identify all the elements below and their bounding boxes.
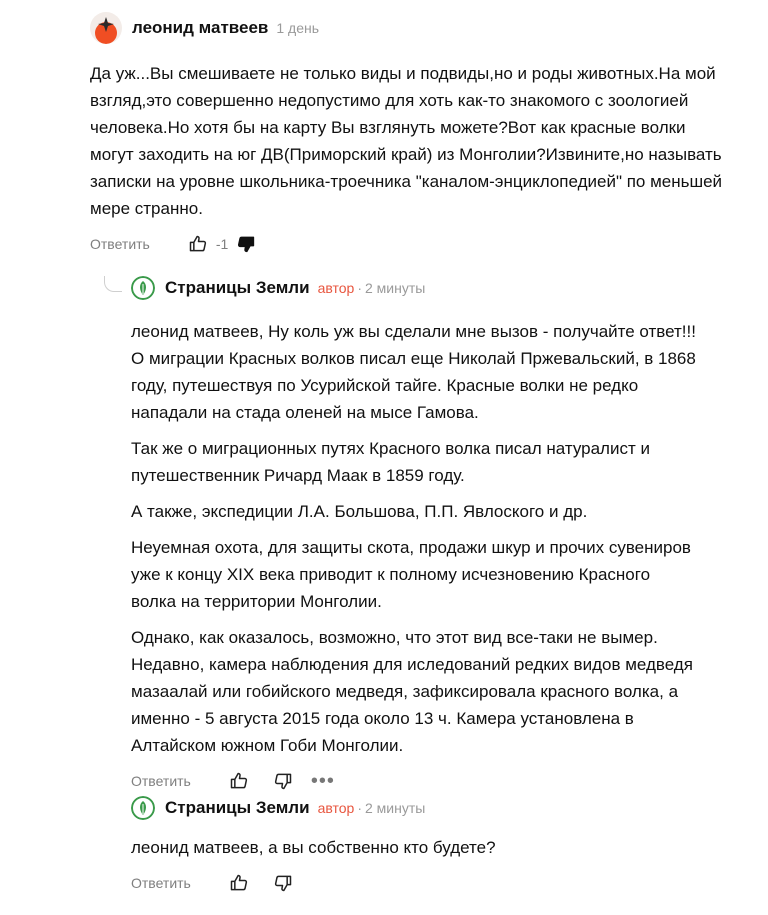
comment-header <box>131 788 731 828</box>
comment-paragraph: А также, экспедиции Л.А. Большова, П.П. Явлоского и др. <box>131 502 588 521</box>
avatar[interactable] <box>131 796 155 820</box>
separator: · <box>357 280 362 296</box>
comment-time: 1 день <box>276 20 320 36</box>
reply-button[interactable]: Ответить <box>131 875 191 891</box>
comment-author[interactable]: леонид матвеев <box>132 18 269 37</box>
author-badge: автор <box>317 280 355 296</box>
comment-author[interactable]: Страницы Земли <box>165 278 310 297</box>
comment-text: Да уж...Вы смешиваете не только виды и подвиды,но и роды животных.На мой взгляд,это совершенно недопустимо для хоть как-то знакомого с зоологией человека.Но хотя бы на карту Вы взглянуть можете?Вот как красные волки могут заходить на юг ДВ(Приморский край) из Монголии?Извините,но называть записки на уровне школьника-троечника "каналом-энциклопедией" по меньшей мере странно. <box>90 64 723 218</box>
like-icon[interactable] <box>227 871 251 895</box>
comment-author[interactable]: Страницы Земли <box>165 798 310 817</box>
author-badge: автор <box>317 800 355 816</box>
comment-body <box>131 318 696 759</box>
comment-paragraph: Однако, как оказалось, возможно, что этот вид все-таки не вымер. Недавно, камера наблюдения для иследований редких видов медведя мазаалай или гобийского медведя, зафиксировала красного волка, а именно - 5 августа 2015 года около 13 ч. Камера установлена в Алтайском южном Гоби Монголии. <box>131 628 693 755</box>
comment-header <box>90 8 730 48</box>
avatar[interactable] <box>90 12 122 44</box>
rating-score: -1 <box>215 236 229 252</box>
comment-actions <box>90 231 730 257</box>
comment-paragraph: Неуемная охота, для защиты скота, продажи шкур и прочих сувениров уже к концу XIX века приводит к полному исчезновению Красного волка на территории Монголии. <box>131 538 691 611</box>
comment-paragraph: леонид матвеев, а вы собственно кто будете? <box>131 838 496 857</box>
comment-paragraph: леонид матвеев, Ну коль уж вы сделали мне вызов - получайте ответ!!! О миграции Красных волков писал еще Николай Пржевальский, в 1868 году, путешествуя по Усурийской тайге. Красные волки не редко нападали на стада оленей на мысе Гамова. <box>131 322 696 422</box>
comment-time: 2 минуты <box>364 280 426 296</box>
reply-button[interactable]: Ответить <box>131 773 191 789</box>
dislike-icon[interactable] <box>271 871 295 895</box>
thread-connector <box>104 276 122 292</box>
comment-body <box>131 834 696 861</box>
dislike-icon-active[interactable] <box>234 232 258 256</box>
comment-1 <box>90 8 730 257</box>
reply-button[interactable]: Ответить <box>90 236 150 252</box>
comment-body <box>90 60 730 222</box>
comment-3 <box>131 788 731 896</box>
comment-actions <box>131 870 731 896</box>
like-icon[interactable] <box>186 232 210 256</box>
more-options-icon[interactable]: ••• <box>310 770 335 792</box>
comment-2 <box>131 268 731 794</box>
separator: · <box>357 800 362 816</box>
comment-time: 2 минуты <box>364 800 426 816</box>
avatar[interactable] <box>131 276 155 300</box>
comment-paragraph: Так же о миграционных путях Красного волка писал натуралист и путешественник Ричард Маак в 1859 году. <box>131 439 650 485</box>
comment-header <box>131 268 731 308</box>
